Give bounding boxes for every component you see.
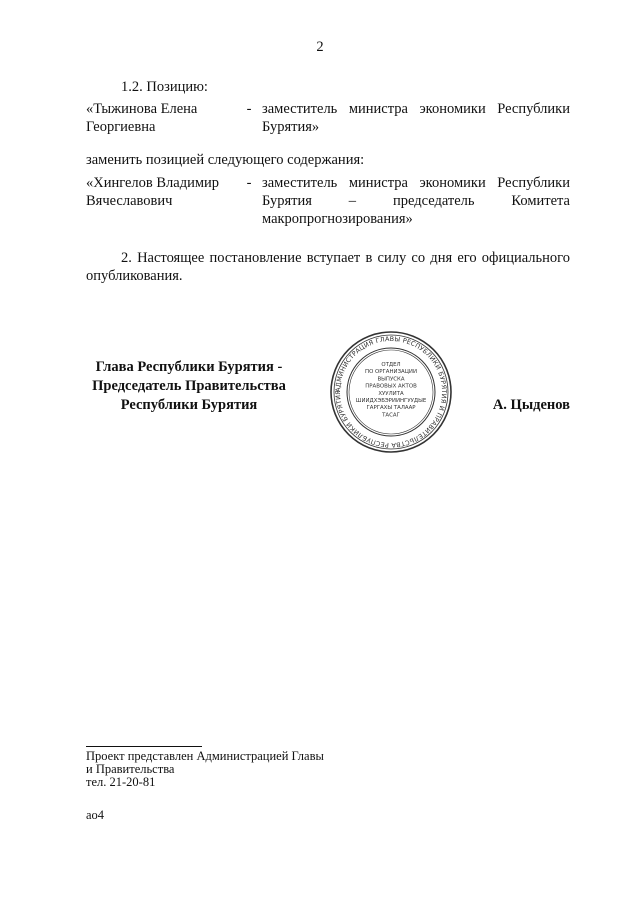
new-person-role: заместитель министра экономики Республики Бурятия – председатель Комитета макропрогнозирования» xyxy=(262,175,570,227)
seal-center-line: ПРАВОВЫХ АКТОВ xyxy=(365,383,417,390)
replace-instruction: заменить позицией следующего содержания: xyxy=(86,152,365,168)
seal-center-line: ГАРГАХЫ ТАЛААР xyxy=(366,405,416,412)
seal-center-line: ХУУЛИТА xyxy=(378,390,404,397)
seal-center-line: ПО ОРГАНИЗАЦИИ xyxy=(365,369,417,376)
official-stamp-icon xyxy=(329,330,453,454)
new-entry-dash: - xyxy=(246,175,252,191)
footnote: Проект представлен Администрацией Главы и Правительства тел. 21-20-81 xyxy=(86,749,324,789)
seal-center-line: ОТДЕЛ xyxy=(381,362,401,368)
seal-center-line: ВЫПУСКА xyxy=(377,376,405,383)
old-person-name: «Тыжинова Елена Георгиевна xyxy=(86,101,198,135)
signatory-title: Глава Республики Бурятия - Председатель Правительства Республики Бурятия xyxy=(92,359,286,413)
old-entry-dash: - xyxy=(246,101,252,117)
seal-center-line: ТАСАГ xyxy=(382,412,400,419)
new-person-name: «Хингелов Владимир Вячеславович xyxy=(86,175,220,209)
seal-ring-text: АДМИНИСТРАЦИЯ ГЛАВЫ РЕСПУБЛИКИ БУРЯТИЯ И ПРАВИТЕЛЬСТВА РЕСПУБЛИКИ БУРЯТИЯ xyxy=(333,334,449,450)
item-heading: 1.2. Позицию: xyxy=(121,79,208,95)
document-code: ао4 xyxy=(86,808,105,822)
signatory-name: А. Цыденов xyxy=(492,397,570,413)
old-person-role: заместитель министра экономики Республики Бурятия» xyxy=(262,101,570,135)
footnote-divider xyxy=(86,746,202,747)
seal-center-line: ШИИДХЭБЭРИИНГУУДЫЕ xyxy=(355,398,427,404)
clause-2: 2. Настоящее постановление вступает в силу со дня его официального опубликования. xyxy=(86,250,570,284)
page-number: 2 xyxy=(316,39,324,55)
